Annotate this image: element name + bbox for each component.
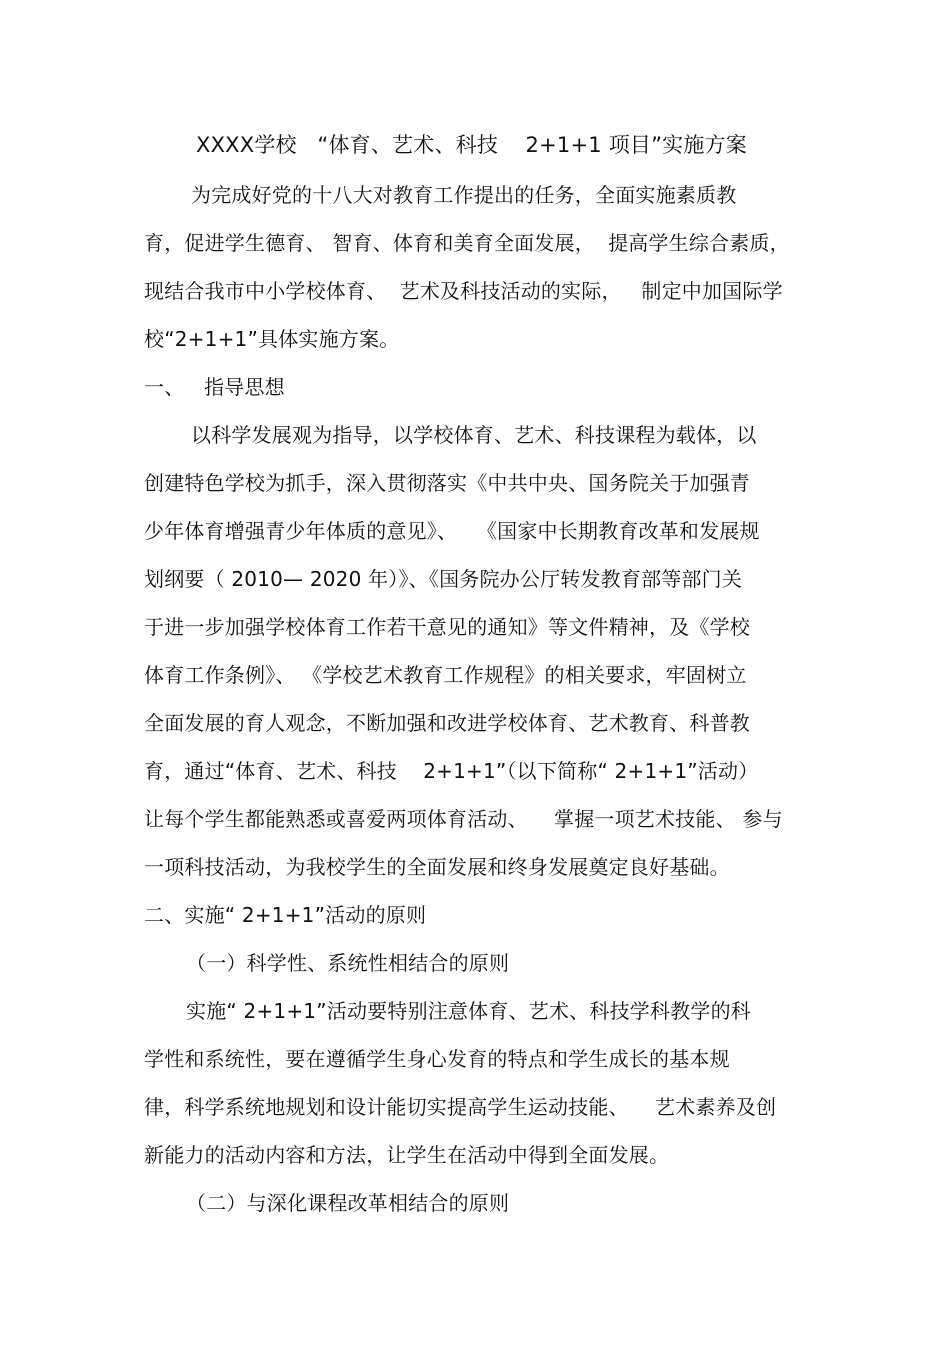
paragraph-line: 少年体育增强青少年体质的意见》、 《国家中长期教育改革和发展规 [144, 519, 760, 543]
section-heading: 二、实施“ 2+1+1”活动的原则 [144, 903, 427, 927]
paragraph-line: 校“2+1+1”具体实施方案。 [144, 327, 400, 351]
paragraph-line: 全面发展的育人观念，不断加强和改进学校体育、艺术教育、科普教 [144, 711, 750, 735]
paragraph-line: 体育工作条例》、 《学校艺术教育工作规程》的相关要求，牢固树立 [144, 663, 747, 687]
document-title: XXXX学校 “体育、艺术、科技 2+1+1 项目”实施方案 [196, 133, 747, 157]
subsection-heading: （一）科学性、系统性相结合的原则 [186, 951, 510, 975]
paragraph-line: 划纲要（ 2010— 2020 年）》、《国务院办公厅转发教育部等部门关 [144, 567, 743, 591]
section-heading: 一、 指导思想 [144, 375, 285, 399]
paragraph-line: 学性和系统性，要在遵循学生身心发育的特点和学生成长的基本规 [144, 1047, 730, 1071]
paragraph-line: 让每个学生都能熟悉或喜爱两项体育活动、 掌握一项艺术技能、 参与 [144, 807, 783, 831]
subsection-heading: （二）与深化课程改革相结合的原则 [186, 1191, 510, 1215]
paragraph-line: 为完成好党的十八大对教育工作提出的任务，全面实施素质教 [191, 183, 737, 207]
paragraph-line: 新能力的活动内容和方法，让学生在活动中得到全面发展。 [144, 1143, 670, 1167]
paragraph-line: 育，通过“体育、艺术、科技 2+1+1”（以下简称“ 2+1+1”活动） [144, 759, 759, 783]
paragraph-line: 以科学发展观为指导，以学校体育、艺术、科技课程为载体，以 [191, 423, 757, 447]
paragraph-line: 一项科技活动，为我校学生的全面发展和终身发展奠定良好基础。 [144, 855, 730, 879]
paragraph-line: 律，科学系统地规划和设计能切实提高学生运动技能、 艺术素养及创 [144, 1095, 777, 1119]
paragraph-line: 于进一步加强学校体育工作若干意见的通知》等文件精神，及《学校 [144, 615, 750, 639]
paragraph-line: 育，促进学生德育、 智育、体育和美育全面发展， 提高学生综合素质， [144, 231, 790, 255]
paragraph-line: 实施“ 2+1+1”活动要特别注意体育、艺术、科技学科教学的科 [186, 999, 751, 1023]
paragraph-line: 创建特色学校为抓手，深入贯彻落实《中共中央、国务院关于加强青 [144, 471, 750, 495]
paragraph-line: 现结合我市中小学校体育、 艺术及科技活动的实际， 制定中加国际学 [144, 279, 783, 303]
